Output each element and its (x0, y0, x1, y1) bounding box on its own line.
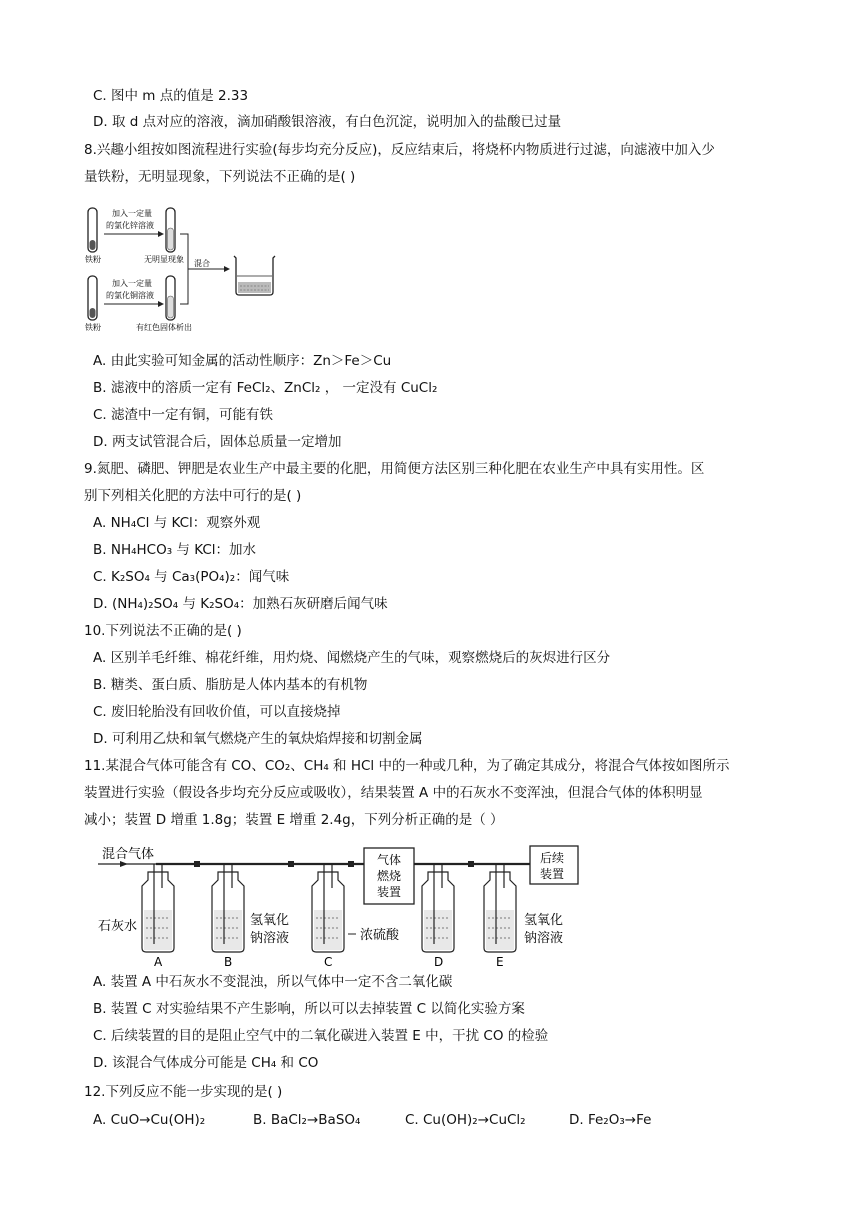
q8-option-d: D. 两支试管混合后，固体总质量一定增加 (93, 434, 342, 450)
q11-naoh-b-line1: 氢氧化 (250, 913, 290, 928)
q12-option-a: A. CuO→Cu(OH)₂ (93, 1112, 206, 1128)
q11-option-c: C. 后续装置的目的是阻止空气中的二氧化碳进入装置 E 中，干扰 CO 的检验 (93, 1028, 549, 1044)
q11-burner-line2: 燃烧 (377, 869, 402, 883)
q11-bottle-e (484, 864, 516, 952)
q8-top-tube-label: 铁粉 (85, 255, 101, 264)
q8-top-reagent-line2: 的氯化锌溶液 (106, 221, 154, 230)
q8-bottom-arrow-icon (158, 301, 164, 307)
q10-option-a: A. 区别羊毛纤维、棉花纤维，用灼烧、闻燃烧产生的气味，观察燃烧后的灰烬进行区分 (93, 650, 611, 666)
q9-option-c: C. K₂SO₄ 与 Ca₃(PO₄)₂：闻气味 (93, 569, 290, 585)
q12-option-c: C. Cu(OH)₂→CuCl₂ (405, 1112, 526, 1128)
q9-stem-line1: 9.氮肥、磷肥、钾肥是农业生产中最主要的化肥，用简便方法区别三种化肥在农业生产中具有实用性。区 (84, 461, 705, 477)
q11-label-b: B (224, 955, 233, 969)
q11-stem-line2: 装置进行实验（假设各步均充分反应或吸收），结果装置 A 中的石灰水不变浑浊，但混合气体的体积明显 (84, 785, 703, 801)
q9-option-d: D. (NH₄)₂SO₄ 与 K₂SO₄：加熟石灰研磨后闻气味 (93, 596, 388, 612)
q8-merge-arrow-icon (224, 266, 230, 272)
prev-option-d: D. 取 d 点对应的溶液，滴加硝酸银溶液，有白色沉淀，说明加入的盐酸已过量 (93, 114, 562, 130)
q8-top-result-tube (166, 208, 175, 252)
q9-option-b: B. NH₄HCO₃ 与 KCl：加水 (93, 542, 256, 558)
q8-flow-diagram (84, 200, 284, 340)
q11-after-line2: 装置 (540, 867, 565, 881)
q12-options-row (93, 1110, 793, 1130)
q11-label-e: E (496, 955, 504, 969)
q8-mix-label: 混合 (194, 259, 210, 268)
q11-label-d: D (434, 955, 444, 969)
q11-naoh-b-line2: 钠溶液 (250, 931, 290, 946)
q10-stem: 10.下列说法不正确的是( ) (84, 623, 242, 639)
q11-bottle-a (142, 864, 174, 952)
q8-top-reagent-line1: 加入一定量 (112, 209, 152, 218)
q8-option-c: C. 滤渣中一定有铜，可能有铁 (93, 407, 274, 423)
q12-option-d: D. Fe₂O₃→Fe (569, 1112, 652, 1128)
q11-naoh-e-line1: 氢氧化 (524, 913, 564, 928)
q8-top-arrow-icon (158, 231, 164, 237)
q10-option-b: B. 糖类、蛋白质、脂肪是人体内基本的有机物 (93, 677, 368, 693)
q11-burner-line1: 气体 (377, 853, 402, 867)
q11-gas-in-label: 混合气体 (102, 847, 155, 862)
q10-option-d: D. 可利用乙炔和氧气燃烧产生的氧炔焰焊接和切割金属 (93, 731, 423, 747)
q11-bottle-d (422, 864, 454, 952)
q12-option-b: B. BaCl₂→BaSO₄ (253, 1112, 361, 1128)
q11-after-line1: 后续 (540, 851, 565, 865)
q8-beaker-icon (234, 256, 275, 295)
q9-option-a: A. NH₄Cl 与 KCl：观察外观 (93, 515, 261, 531)
q8-stem-line1: 8.兴趣小组按如图流程进行实验(每步均充分反应)，反应结束后，将烧杯内物质进行过滤，向滤液中加入少 (84, 142, 715, 158)
q11-limewater-label: 石灰水 (98, 919, 138, 934)
q11-stem-line1: 11.某混合气体可能含有 CO、CO₂、CH₄ 和 HCl 中的一种或几种，为了确定其成分，将混合气体按如图所示 (84, 758, 730, 774)
q12-stem: 12.下列反应不能一步实现的是( ) (84, 1084, 283, 1100)
q11-bottle-b (212, 864, 244, 952)
q8-option-b: B. 滤液中的溶质一定有 FeCl₂、ZnCl₂ ， 一定没有 CuCl₂ (93, 380, 438, 396)
q11-option-d: D. 该混合气体成分可能是 CH₄ 和 CO (93, 1055, 319, 1071)
q8-bottom-result-tube (166, 276, 175, 320)
q9-stem-line2: 别下列相关化肥的方法中可行的是( ) (84, 488, 302, 504)
q11-bottle-c (312, 864, 344, 952)
q11-burner-line3: 装置 (377, 885, 402, 899)
q8-stem-line2: 量铁粉，无明显现象，下列说法不正确的是( ) (84, 169, 356, 185)
q11-option-a: A. 装置 A 中石灰水不变混浊，所以气体中一定不含二氧化碳 (93, 974, 453, 990)
q11-naoh-e-line2: 钠溶液 (524, 931, 564, 946)
q11-stem-line3: 减小；装置 D 增重 1.8g；装置 E 增重 2.4g，下列分析正确的是（ ） (84, 812, 504, 828)
q8-bottom-tube-label: 铁粉 (85, 323, 101, 332)
q11-label-c: C (324, 955, 333, 969)
q8-top-start-tube (88, 208, 97, 252)
q8-bottom-reagent-line1: 加入一定量 (112, 279, 152, 288)
q11-label-a: A (154, 955, 163, 969)
q8-bottom-result-label: 有红色固体析出 (136, 323, 192, 332)
q11-option-b: B. 装置 C 对实验结果不产生影响，所以可以去掉装置 C 以简化实验方案 (93, 1001, 525, 1017)
q10-option-c: C. 废旧轮胎没有回收价值，可以直接烧掉 (93, 704, 341, 720)
q11-apparatus-diagram (98, 838, 598, 970)
q8-option-a: A. 由此实验可知金属的活动性顺序：Zn＞Fe＞Cu (93, 353, 392, 369)
q8-bottom-reagent-line2: 的氯化铜溶液 (106, 291, 154, 300)
prev-option-c: C. 图中 m 点的值是 2.33 (93, 88, 249, 104)
q8-top-result-label: 无明显现象 (144, 255, 184, 264)
q11-h2so4-label: 浓硫酸 (360, 928, 400, 943)
q8-bottom-start-tube (88, 276, 97, 320)
